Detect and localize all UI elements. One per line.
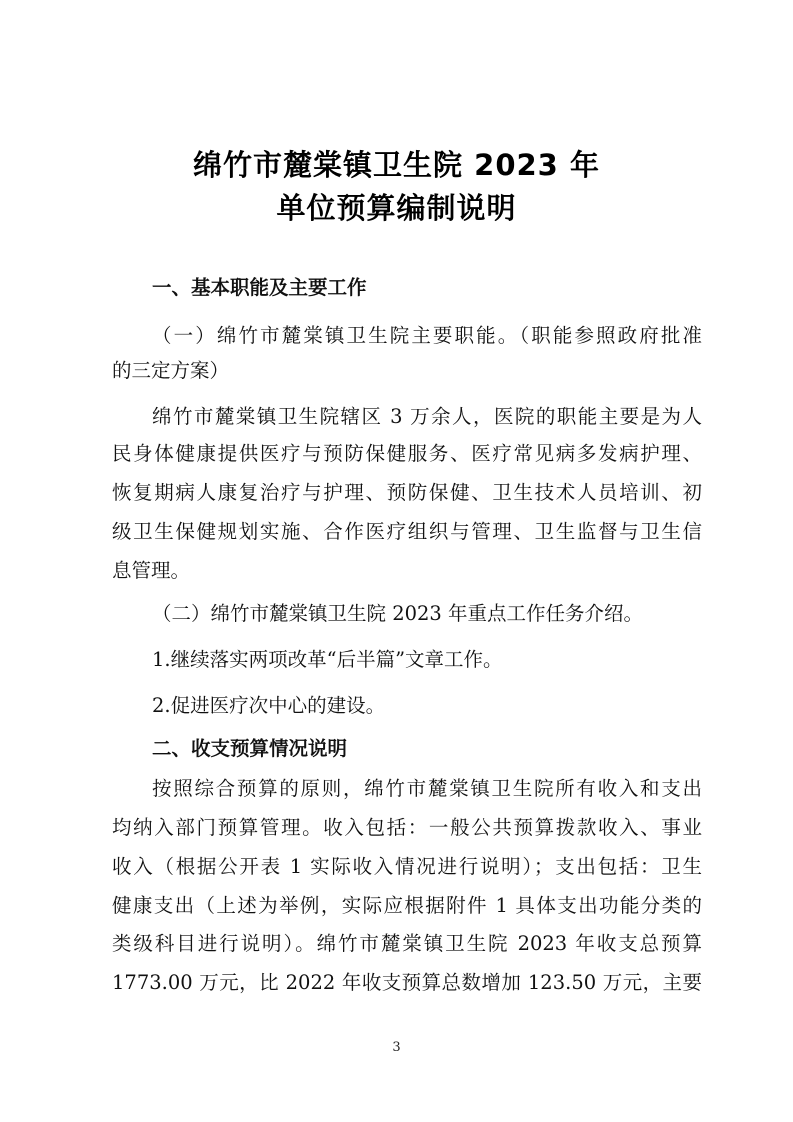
para2-line3: 收入（根据公开表 1 实际收入情况进行说明）；支出包括：卫生 xyxy=(112,855,702,878)
section1-heading: 一、基本职能及主要工作 xyxy=(152,276,367,299)
document-title-line2: 单位预算编制说明 xyxy=(276,191,517,225)
para2-line2: 均纳入部门预算管理。收入包括：一般公共预算拨款收入、事业 xyxy=(112,816,702,839)
list-item-2: 2.促进医疗次中心的建设。 xyxy=(152,694,386,717)
para1-line3: 恢复期病人康复治疗与护理、预防保健、卫生技术人员培训、初 xyxy=(112,481,702,504)
para2-line5: 类级科目进行说明）。绵竹市麓棠镇卫生院 2023 年收支总预算 xyxy=(112,932,702,955)
list-item-1: 1.继续落实两项改革“后半篇”文章工作。 xyxy=(152,648,503,671)
sub1-heading-line1: （一）绵竹市麓棠镇卫生院主要职能。（职能参照政府批准 xyxy=(152,324,702,347)
sub1-heading-line2: 的三定方案） xyxy=(112,359,230,382)
para2-line1: 按照综合预算的原则，绵竹市麓棠镇卫生院所有收入和支出 xyxy=(152,777,702,800)
sub2-heading: （二）绵竹市麓棠镇卫生院 2023 年重点工作任务介绍。 xyxy=(152,602,644,625)
para1-line5: 息管理。 xyxy=(112,559,191,582)
document-title-line1: 绵竹市麓棠镇卫生院 2023 年 xyxy=(193,148,600,182)
para2-line6: 1773.00 万元，比 2022 年收支预算总数增加 123.50 万元，主要 xyxy=(112,971,702,994)
section2-heading: 二、收支预算情况说明 xyxy=(152,737,348,760)
para1-line2: 民身体健康提供医疗与预防保健服务、医疗常见病多发病护理、 xyxy=(112,442,702,465)
para1-line1: 绵竹市麓棠镇卫生院辖区 3 万余人，医院的职能主要是为人 xyxy=(152,405,702,428)
para2-line4: 健康支出（上述为举例，实际应根据附件 1 具体支出功能分类的 xyxy=(112,894,702,917)
para1-line4: 级卫生保健规划实施、合作医疗组织与管理、卫生监督与卫生信 xyxy=(112,520,702,543)
page-number: 3 xyxy=(392,1040,401,1055)
